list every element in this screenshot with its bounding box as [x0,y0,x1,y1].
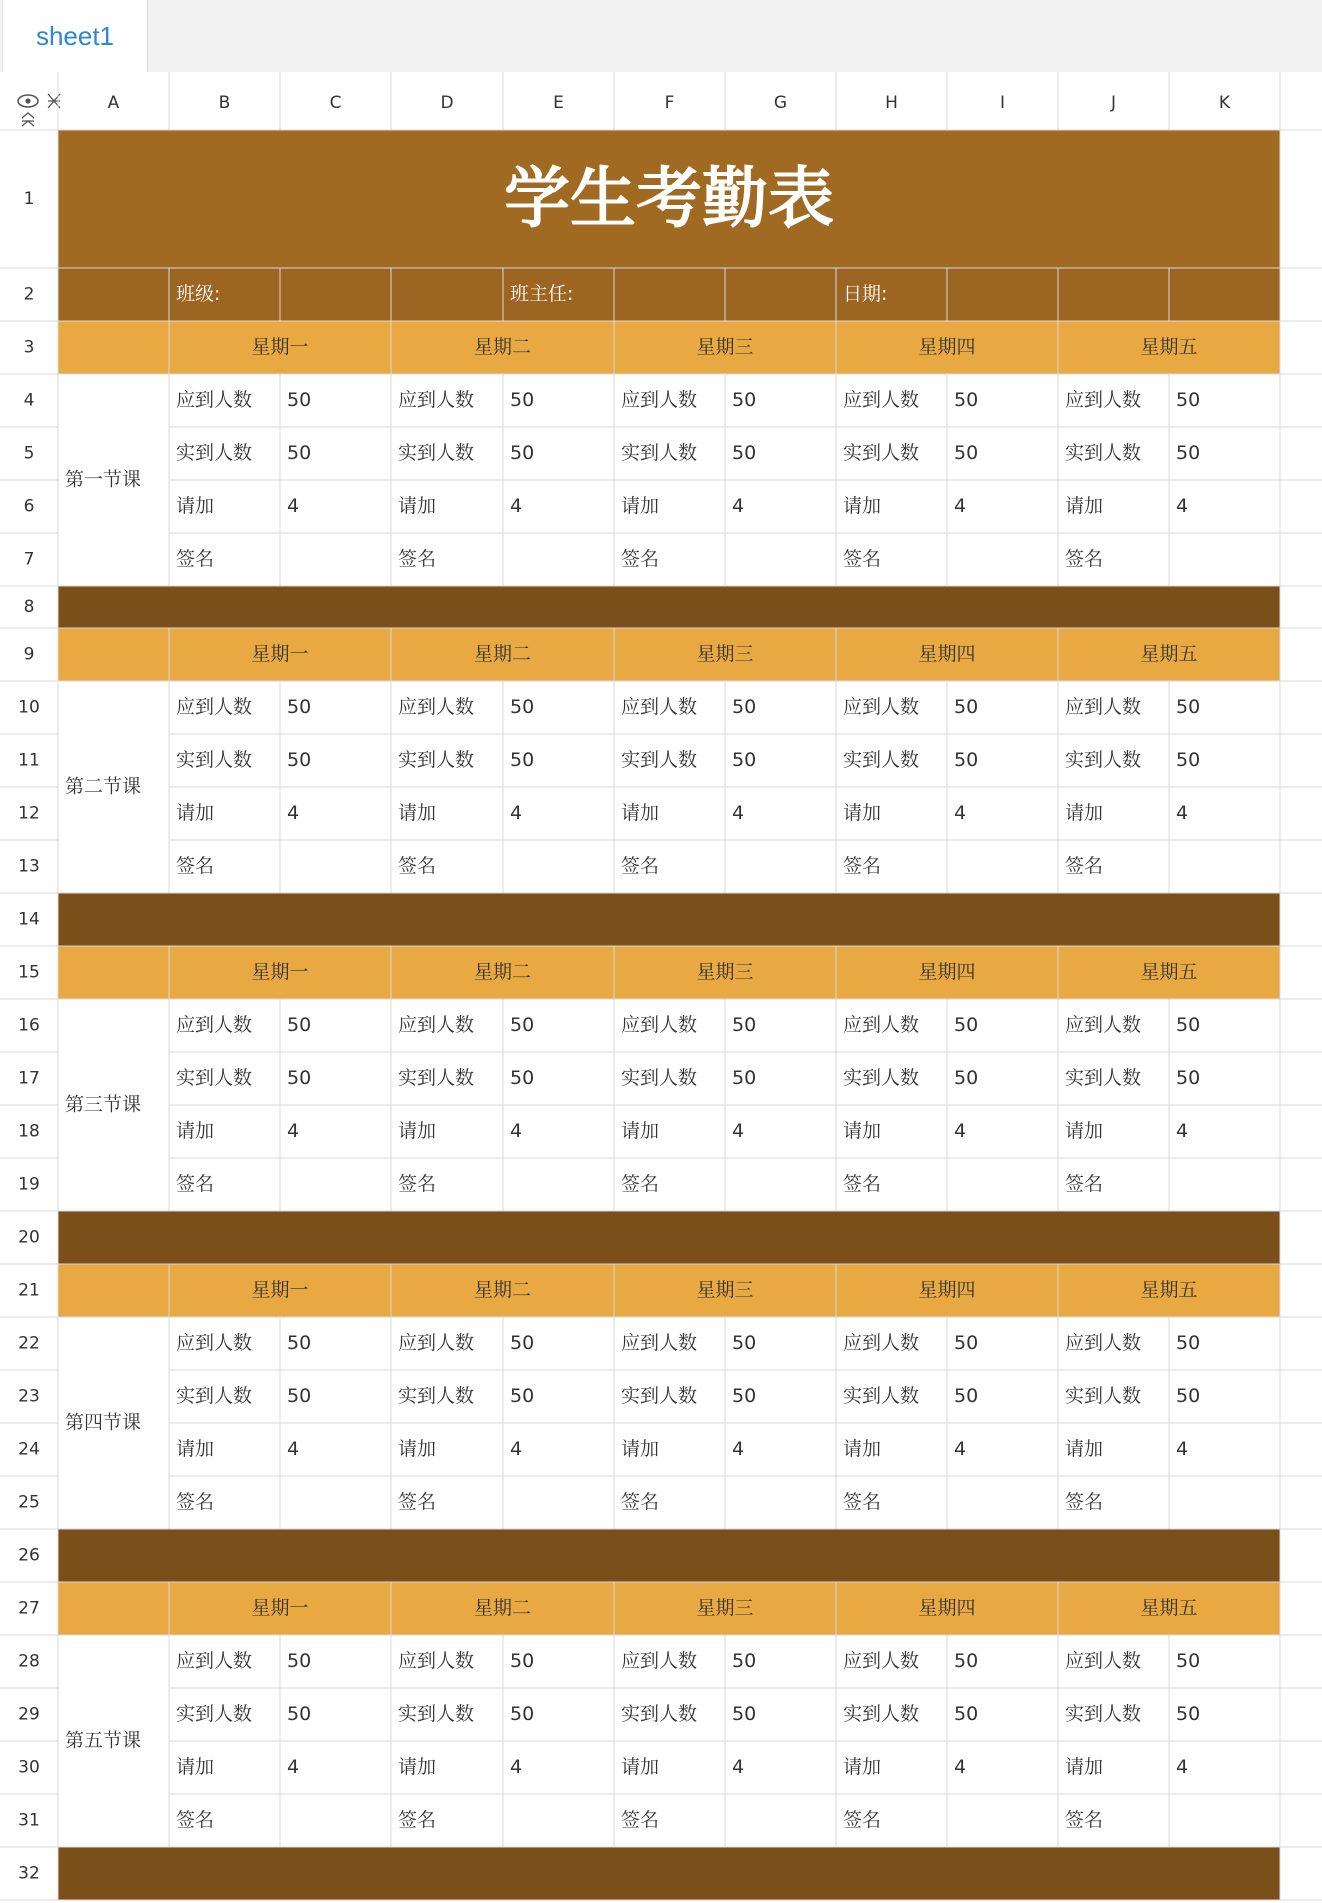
row-label-expected: 应到人数 [621,1014,698,1036]
value-actual[interactable]: 50 [287,1385,312,1407]
row-label-actual: 实到人数 [398,1067,475,1089]
row-header-5[interactable]: 5 [23,443,35,464]
column-header-bar [0,72,1322,130]
day-header-1: 星期一 [251,336,309,358]
row-label-leave: 请加 [398,495,437,517]
row-label-expected: 应到人数 [398,696,475,718]
day-header-3: 星期三 [696,1279,754,1301]
row-label-actual: 实到人数 [843,1385,920,1407]
day-header-2: 星期二 [473,1279,532,1301]
day-header-5: 星期五 [1140,336,1198,358]
row-label-leave: 请加 [843,1120,882,1142]
sheet-tab[interactable]: sheet1 [2,0,148,72]
row-label-actual: 实到人数 [843,1703,920,1725]
row-label-actual: 实到人数 [621,442,698,464]
period-label: 第四节课 [65,1411,142,1434]
row-header-23[interactable]: 23 [18,1386,40,1407]
row-label-expected: 应到人数 [176,389,253,411]
column-header-E[interactable]: E [553,93,564,113]
day-header-5: 星期五 [1140,1279,1198,1301]
column-header-D[interactable]: D [440,93,454,113]
value-actual[interactable]: 50 [510,1703,535,1725]
row-label-leave: 请加 [398,1120,437,1142]
day-header-2: 星期二 [473,643,532,665]
class-label: 班级: [176,283,221,305]
teacher-label: 班主任: [510,283,574,305]
column-header-G[interactable]: G [773,93,788,113]
row-label-sign: 签名 [621,1173,660,1195]
value-actual[interactable]: 50 [510,442,535,464]
row-label-leave: 请加 [398,1756,437,1778]
value-expected[interactable]: 50 [287,1332,312,1354]
row-label-expected: 应到人数 [1065,1650,1142,1672]
value-actual[interactable]: 50 [287,442,312,464]
row-label-actual: 实到人数 [621,1385,698,1407]
day-header-5: 星期五 [1140,643,1198,665]
day-header-4: 星期四 [918,643,976,665]
row-label-sign: 签名 [1065,855,1104,877]
row-header-24[interactable]: 24 [18,1439,40,1460]
row-label-leave: 请加 [176,1120,215,1142]
value-expected[interactable]: 50 [1176,1650,1201,1672]
row-label-expected: 应到人数 [621,696,698,718]
row-label-sign: 签名 [843,548,882,570]
row-label-expected: 应到人数 [398,389,475,411]
value-leave[interactable]: 4 [954,495,967,517]
column-header-B[interactable]: B [218,93,231,113]
day-header-5: 星期五 [1140,961,1198,983]
spreadsheet-grid[interactable] [0,72,1322,1903]
day-header-3: 星期三 [696,336,754,358]
row-label-actual: 实到人数 [1065,1067,1142,1089]
row-header-32[interactable]: 32 [18,1863,40,1884]
row-label-expected: 应到人数 [1065,1332,1142,1354]
row-label-leave: 请加 [1065,495,1104,517]
day-header-row [58,1264,1280,1317]
day-header-3: 星期三 [696,643,754,665]
row-label-sign: 签名 [843,1809,882,1831]
value-actual[interactable]: 50 [287,1703,312,1725]
row-label-actual: 实到人数 [398,1385,475,1407]
value-expected[interactable]: 50 [1176,1332,1201,1354]
row-label-expected: 应到人数 [1065,1014,1142,1036]
value-leave[interactable]: 4 [1176,1756,1189,1778]
value-actual[interactable]: 50 [732,442,757,464]
value-expected[interactable]: 50 [954,696,979,718]
day-header-1: 星期一 [251,1597,309,1619]
row-label-actual: 实到人数 [843,1067,920,1089]
row-label-sign: 签名 [398,548,437,570]
row-label-leave: 请加 [176,802,215,824]
row-label-leave: 请加 [398,802,437,824]
row-label-leave: 请加 [843,495,882,517]
row-label-expected: 应到人数 [843,696,920,718]
row-header-30[interactable]: 30 [18,1757,40,1778]
row-header-6[interactable]: 6 [23,496,35,517]
period-label: 第三节课 [65,1093,142,1116]
value-actual[interactable]: 50 [1176,1385,1201,1407]
row-label-sign: 签名 [176,548,215,570]
row-label-expected: 应到人数 [398,1650,475,1672]
row-header-18[interactable]: 18 [18,1121,40,1142]
value-expected[interactable]: 50 [954,1332,979,1354]
row-header-13[interactable]: 13 [18,856,40,877]
row-label-sign: 签名 [176,1173,215,1195]
row-label-sign: 签名 [398,1809,437,1831]
period-label: 第二节课 [65,775,142,798]
grid-canvas [0,72,1322,1903]
row-label-expected: 应到人数 [176,696,253,718]
day-header-2: 星期二 [473,336,532,358]
row-label-actual: 实到人数 [176,1067,253,1089]
column-header-I[interactable]: I [999,93,1006,113]
value-expected[interactable]: 50 [732,1332,757,1354]
row-label-actual: 实到人数 [176,442,253,464]
value-leave[interactable]: 4 [954,1120,967,1142]
value-expected[interactable]: 50 [510,389,535,411]
value-expected[interactable]: 50 [287,1650,312,1672]
value-leave[interactable]: 4 [510,1756,523,1778]
row-label-leave: 请加 [621,1438,660,1460]
value-leave[interactable]: 4 [1176,802,1189,824]
row-label-leave: 请加 [843,1438,882,1460]
column-header-F[interactable]: F [664,93,675,113]
row-label-actual: 实到人数 [398,749,475,771]
row-header-26[interactable]: 26 [18,1545,40,1566]
row-label-sign: 签名 [1065,1173,1104,1195]
period-label: 第一节课 [65,468,142,491]
row-header-11[interactable]: 11 [18,750,40,771]
row-label-expected: 应到人数 [1065,696,1142,718]
row-label-expected: 应到人数 [176,1014,253,1036]
value-leave[interactable]: 4 [732,1120,745,1142]
value-leave[interactable]: 4 [287,1438,300,1460]
row-label-expected: 应到人数 [621,389,698,411]
value-leave[interactable]: 4 [732,1438,745,1460]
column-header-J[interactable]: J [1110,93,1117,113]
value-expected[interactable]: 50 [510,696,535,718]
row-label-actual: 实到人数 [176,1385,253,1407]
value-leave[interactable]: 4 [732,495,745,517]
row-label-sign: 签名 [176,1809,215,1831]
row-label-actual: 实到人数 [398,1703,475,1725]
row-label-leave: 请加 [843,802,882,824]
row-label-leave: 请加 [398,1438,437,1460]
row-header-15[interactable]: 15 [18,962,40,983]
day-header-4: 星期四 [918,1597,976,1619]
row-label-expected: 应到人数 [176,1332,253,1354]
row-label-actual: 实到人数 [621,1067,698,1089]
row-label-sign: 签名 [398,1491,437,1513]
row-label-sign: 签名 [176,855,215,877]
value-expected[interactable]: 50 [954,1650,979,1672]
value-expected[interactable]: 50 [287,389,312,411]
value-expected[interactable]: 50 [287,1014,312,1036]
value-actual[interactable]: 50 [954,1385,979,1407]
row-header-29[interactable]: 29 [18,1704,40,1725]
value-leave[interactable]: 4 [287,495,300,517]
row-label-sign: 签名 [176,1491,215,1513]
separator-row [58,1529,1280,1582]
row-label-leave: 请加 [1065,802,1104,824]
row-header-16[interactable]: 16 [18,1015,40,1036]
row-label-sign: 签名 [1065,1491,1104,1513]
row-label-leave: 请加 [1065,1438,1104,1460]
row-label-actual: 实到人数 [398,442,475,464]
row-label-sign: 签名 [621,548,660,570]
row-label-expected: 应到人数 [621,1332,698,1354]
row-label-expected: 应到人数 [843,1014,920,1036]
value-expected[interactable]: 50 [1176,1014,1201,1036]
row-header-22[interactable]: 22 [18,1333,40,1354]
day-header-row [58,628,1280,681]
day-header-3: 星期三 [696,1597,754,1619]
value-leave[interactable]: 4 [1176,1438,1189,1460]
value-actual[interactable]: 50 [954,749,979,771]
row-header-31[interactable]: 31 [18,1810,40,1831]
row-label-actual: 实到人数 [843,749,920,771]
row-header-27[interactable]: 27 [18,1598,40,1619]
row-header-17[interactable]: 17 [18,1068,40,1089]
value-leave[interactable]: 4 [732,1756,745,1778]
value-leave[interactable]: 4 [510,1120,523,1142]
value-leave[interactable]: 4 [954,1438,967,1460]
column-header-A[interactable]: A [107,93,120,113]
value-actual[interactable]: 50 [954,1067,979,1089]
value-leave[interactable]: 4 [1176,1120,1189,1142]
day-header-1: 星期一 [251,1279,309,1301]
row-label-leave: 请加 [176,1756,215,1778]
value-expected[interactable]: 50 [732,1650,757,1672]
day-header-1: 星期一 [251,961,309,983]
row-label-leave: 请加 [176,495,215,517]
row-label-expected: 应到人数 [843,389,920,411]
value-actual[interactable]: 50 [732,1067,757,1089]
day-header-4: 星期四 [918,961,976,983]
date-label: 日期: [843,283,888,305]
sheet-tab-bar [0,0,1322,73]
row-header-14[interactable]: 14 [18,909,40,930]
value-leave[interactable]: 4 [287,1120,300,1142]
row-label-sign: 签名 [843,1491,882,1513]
value-actual[interactable]: 50 [954,1703,979,1725]
row-header-7[interactable]: 7 [23,549,35,570]
row-label-actual: 实到人数 [843,442,920,464]
row-header-28[interactable]: 28 [18,1651,40,1672]
day-header-5: 星期五 [1140,1597,1198,1619]
row-label-expected: 应到人数 [843,1650,920,1672]
sheet-title: 学生考勤表 [504,160,834,238]
row-label-actual: 实到人数 [1065,1385,1142,1407]
day-header-1: 星期一 [251,643,309,665]
row-header-1[interactable]: 1 [23,189,35,209]
row-header-12[interactable]: 12 [18,803,40,824]
row-label-sign: 签名 [621,1491,660,1513]
value-leave[interactable]: 4 [510,495,523,517]
row-label-expected: 应到人数 [398,1332,475,1354]
value-expected[interactable]: 50 [732,389,757,411]
day-header-2: 星期二 [473,1597,532,1619]
value-expected[interactable]: 50 [732,696,757,718]
value-leave[interactable]: 4 [954,802,967,824]
value-expected[interactable]: 50 [732,1014,757,1036]
row-label-sign: 签名 [1065,548,1104,570]
row-label-leave: 请加 [621,1756,660,1778]
row-label-actual: 实到人数 [176,1703,253,1725]
value-expected[interactable]: 50 [1176,696,1201,718]
value-leave[interactable]: 4 [287,1756,300,1778]
row-header-10[interactable]: 10 [18,697,40,718]
period-label: 第五节课 [65,1729,142,1752]
row-label-sign: 签名 [843,855,882,877]
row-label-sign: 签名 [398,1173,437,1195]
row-label-sign: 签名 [621,1809,660,1831]
value-leave[interactable]: 4 [1176,495,1189,517]
value-actual[interactable]: 50 [732,1703,757,1725]
value-actual[interactable]: 50 [954,442,979,464]
column-header-C[interactable]: C [329,93,342,113]
value-actual[interactable]: 50 [510,749,535,771]
day-header-row [58,321,1280,374]
row-label-leave: 请加 [621,1120,660,1142]
row-label-expected: 应到人数 [398,1014,475,1036]
day-header-4: 星期四 [918,1279,976,1301]
separator-row [58,586,1280,628]
row-header-21[interactable]: 21 [18,1280,40,1301]
value-actual[interactable]: 50 [287,1067,312,1089]
day-header-row [58,1582,1280,1635]
row-label-sign: 签名 [1065,1809,1104,1831]
info-row [58,268,1280,321]
day-header-3: 星期三 [696,961,754,983]
row-label-leave: 请加 [621,802,660,824]
value-leave[interactable]: 4 [732,802,745,824]
row-label-actual: 实到人数 [1065,442,1142,464]
value-expected[interactable]: 50 [287,696,312,718]
row-label-actual: 实到人数 [621,1703,698,1725]
value-expected[interactable]: 50 [954,389,979,411]
value-actual[interactable]: 50 [732,749,757,771]
row-label-expected: 应到人数 [621,1650,698,1672]
row-header-2[interactable]: 2 [23,284,35,305]
value-leave[interactable]: 4 [510,802,523,824]
value-expected[interactable]: 50 [510,1332,535,1354]
row-label-actual: 实到人数 [176,749,253,771]
row-label-leave: 请加 [621,495,660,517]
row-label-sign: 签名 [621,855,660,877]
column-header-H[interactable]: H [885,93,898,113]
row-header-20[interactable]: 20 [18,1227,40,1248]
row-header-25[interactable]: 25 [18,1492,40,1513]
value-actual[interactable]: 50 [510,1067,535,1089]
row-label-leave: 请加 [1065,1120,1104,1142]
value-actual[interactable]: 50 [510,1385,535,1407]
row-label-actual: 实到人数 [1065,749,1142,771]
value-actual[interactable]: 50 [1176,442,1201,464]
row-label-sign: 签名 [398,855,437,877]
row-label-leave: 请加 [1065,1756,1104,1778]
value-leave[interactable]: 4 [954,1756,967,1778]
separator-row [58,893,1280,946]
row-header-19[interactable]: 19 [18,1174,40,1195]
row-label-actual: 实到人数 [621,749,698,771]
separator-row [58,1847,1280,1900]
row-header-9[interactable]: 9 [23,644,35,665]
row-label-leave: 请加 [843,1756,882,1778]
row-label-actual: 实到人数 [1065,1703,1142,1725]
row-label-expected: 应到人数 [843,1332,920,1354]
row-label-expected: 应到人数 [1065,389,1142,411]
row-header-3[interactable]: 3 [23,337,35,358]
row-label-expected: 应到人数 [176,1650,253,1672]
value-actual[interactable]: 50 [1176,1067,1201,1089]
value-leave[interactable]: 4 [510,1438,523,1460]
value-expected[interactable]: 50 [954,1014,979,1036]
row-label-leave: 请加 [176,1438,215,1460]
day-header-2: 星期二 [473,961,532,983]
day-header-row [58,946,1280,999]
value-actual[interactable]: 50 [1176,749,1201,771]
column-header-K[interactable]: K [1218,93,1231,113]
row-header-4[interactable]: 4 [23,390,35,411]
value-actual[interactable]: 50 [732,1385,757,1407]
row-label-sign: 签名 [843,1173,882,1195]
value-expected[interactable]: 50 [1176,389,1201,411]
separator-row [58,1211,1280,1264]
value-leave[interactable]: 4 [287,802,300,824]
value-expected[interactable]: 50 [510,1014,535,1036]
row-header-8[interactable]: 8 [23,597,35,617]
value-expected[interactable]: 50 [510,1650,535,1672]
value-actual[interactable]: 50 [1176,1703,1201,1725]
day-header-4: 星期四 [918,336,976,358]
value-actual[interactable]: 50 [287,749,312,771]
